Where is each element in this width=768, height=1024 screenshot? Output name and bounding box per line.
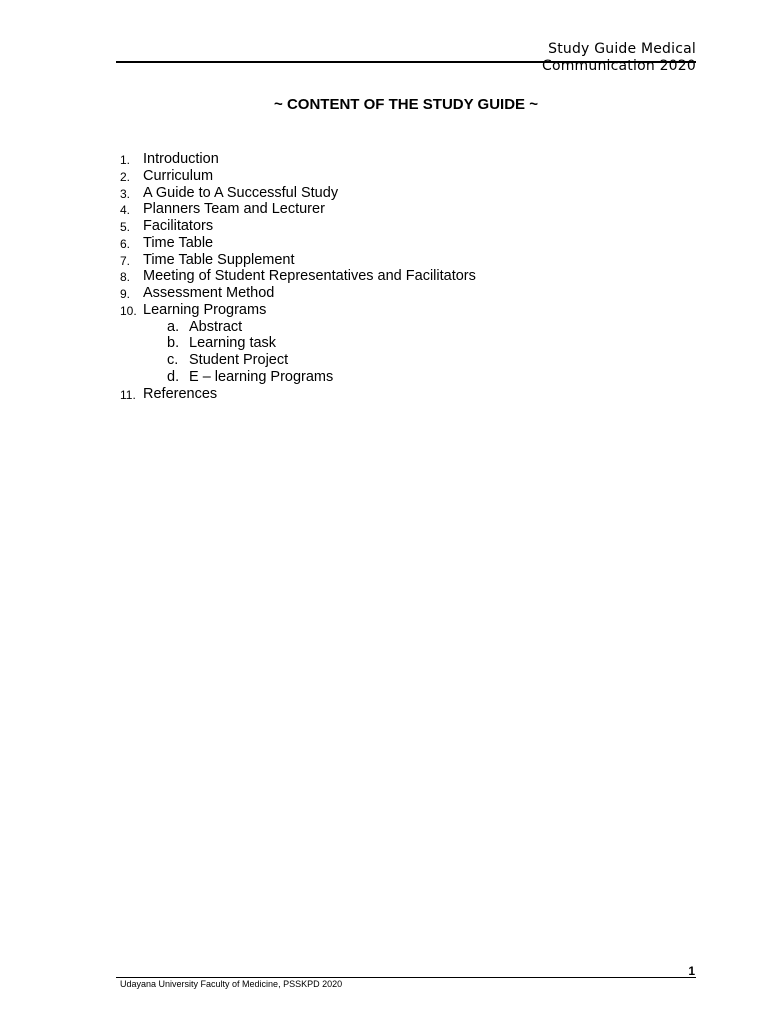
toc-sub-letter: b. (167, 335, 180, 352)
toc-number: 9. (120, 287, 131, 301)
toc-number: 10. (120, 303, 137, 318)
toc-label: References (143, 385, 218, 402)
toc-label: Learning task (189, 335, 277, 352)
toc-item (120, 168, 680, 185)
toc-label: E – learning Programs (189, 368, 334, 385)
running-header (542, 41, 696, 75)
toc-sub-letter: a. (167, 318, 180, 335)
toc-label: Time Table (143, 234, 214, 251)
toc-label: Facilitators (143, 218, 214, 234)
toc-label: Curriculum (143, 167, 214, 184)
toc-item (120, 268, 680, 285)
toc-number: 5. (120, 220, 131, 234)
toc-label: Time Table Supplement (143, 251, 295, 268)
toc-number: 8. (120, 270, 131, 285)
toc-number: 3. (120, 186, 131, 201)
toc-sub-letter: d. (167, 368, 180, 385)
toc-label: Abstract (189, 318, 243, 335)
header-line-2: Communication 2020 (541, 58, 696, 74)
toc-item (120, 252, 680, 269)
toc-label: Meeting of Student Representatives and Facilitators (143, 268, 476, 285)
toc-item (120, 386, 680, 403)
toc-item (120, 151, 680, 168)
toc-sub-letter: c. (167, 352, 179, 368)
toc-number: 2. (120, 169, 131, 184)
toc-label: Assessment Method (143, 285, 275, 301)
toc-item (120, 285, 680, 302)
footer-institution: Udayana University Faculty of Medicine, PSSKPD 2020 (120, 979, 343, 989)
toc-label: A Guide to A Successful Study (143, 184, 339, 201)
page-title: ~ CONTENT OF THE STUDY GUIDE ~ (274, 96, 538, 113)
header-divider (116, 61, 696, 63)
toc-subitem (120, 319, 680, 336)
toc-number: 4. (120, 203, 131, 218)
toc-label: Planners Team and Lecturer (143, 201, 325, 218)
footer-divider (116, 977, 696, 978)
toc-item (120, 185, 680, 202)
toc-item (120, 302, 680, 319)
toc-subitem (120, 352, 680, 369)
page-number: 1 (688, 964, 695, 978)
table-of-contents (120, 151, 680, 402)
toc-number: 6. (120, 236, 131, 251)
toc-label: Introduction (143, 151, 219, 167)
toc-number: 11. (120, 387, 136, 402)
toc-number: 7. (120, 253, 131, 268)
toc-subitem (120, 369, 680, 386)
toc-item (120, 235, 680, 252)
header-line-1: Study Guide Medical (548, 41, 696, 57)
toc-number: 1. (120, 153, 131, 167)
toc-item (120, 218, 680, 235)
toc-label: Student Project (189, 352, 289, 368)
toc-subitem (120, 335, 680, 352)
toc-label: Learning Programs (143, 301, 267, 318)
toc-item (120, 201, 680, 218)
